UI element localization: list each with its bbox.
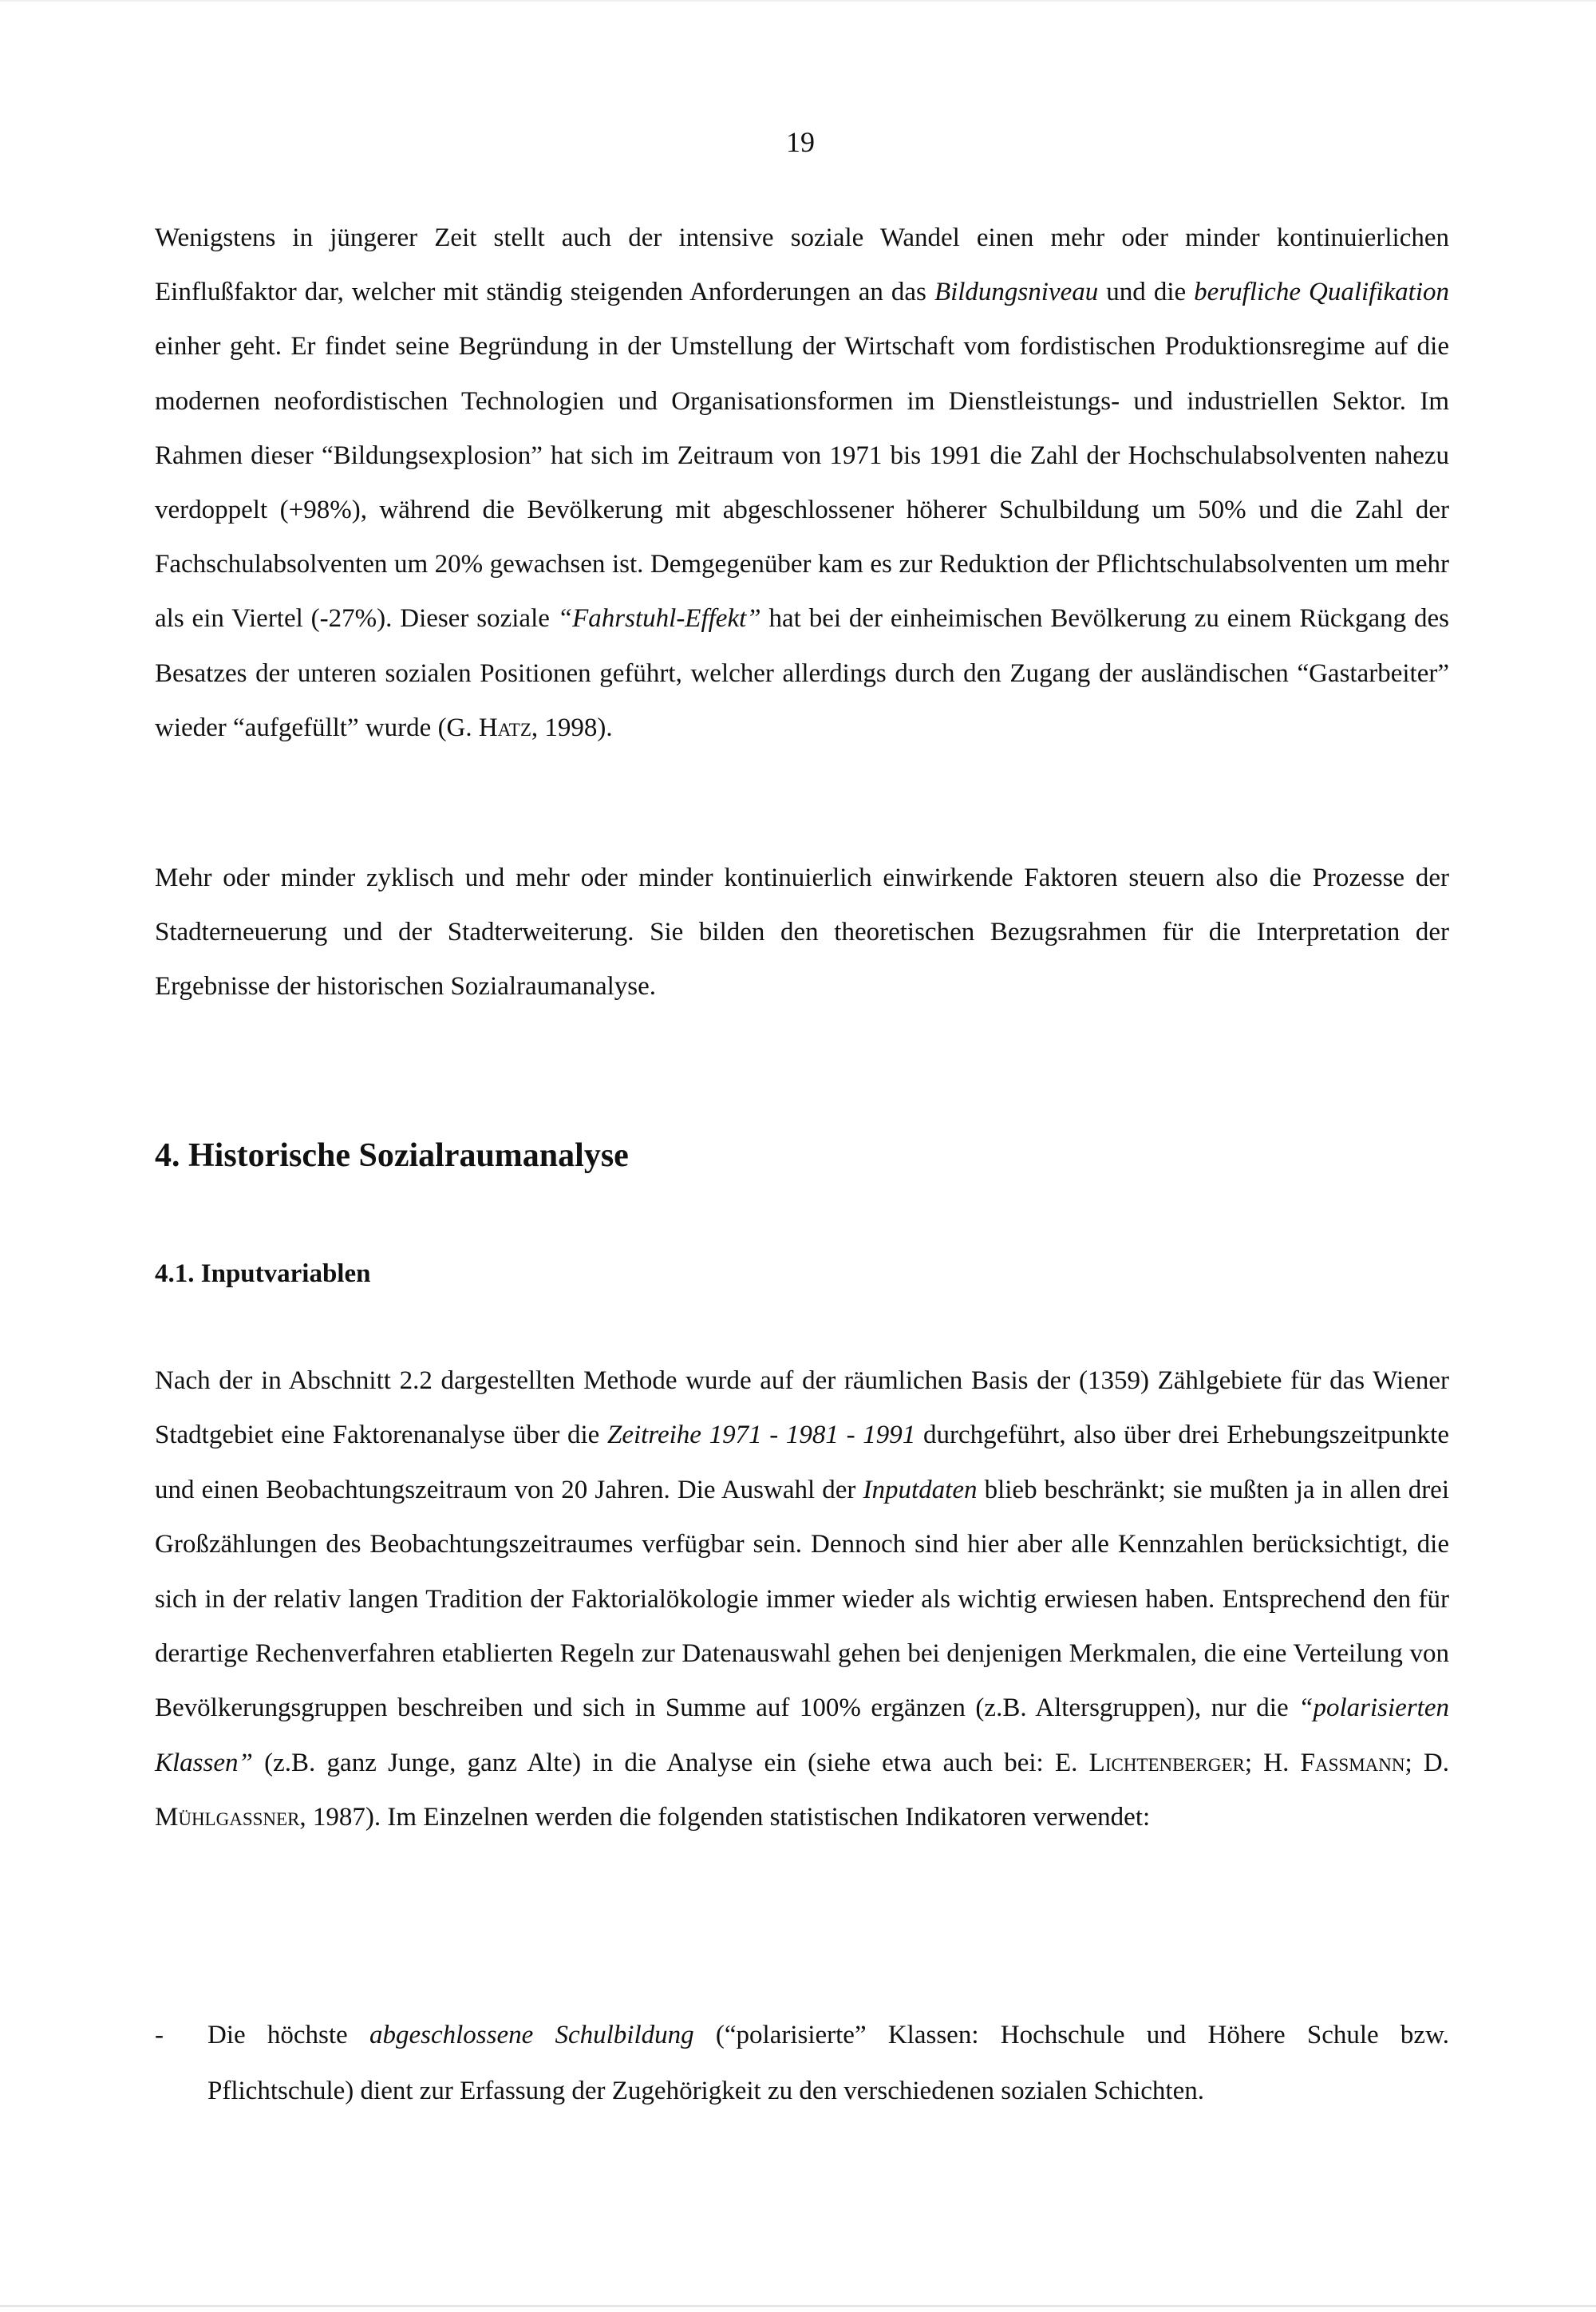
scan-edge-bottom xyxy=(0,2305,1596,2307)
page-number: 19 xyxy=(786,126,815,158)
paragraph-factors-summary: Mehr oder minder zyklisch und mehr oder minder kontinuierlich einwirkende Faktoren steuern also die Prozesse der Stadterneuerung und der Stadterweiterung. Sie bilden den theoretischen Bezugsrahmen für die Interpretation der Ergebnisse der historischen Sozialraumanalyse. xyxy=(155,864,1449,1001)
list-bullet: - xyxy=(155,2021,164,2049)
paragraph-social-change: Wenigstens in jüngerer Zeit stellt auch der intensive soziale Wandel einen mehr oder minder kontinuierlichen Einflußfaktor dar, welcher mit ständig steigenden Anforderungen an das Bildungsniveau und die berufliche Qualifikation einher geht. Er findet seine Begründung in der Umstellung der Wirtschaft vom fordistischen Produktionsregime auf die modernen neofordistischen Technologien und Organisationsformen im Dienstleistungs- und industriellen Sektor. Im Rahmen dieser “Bildungsexplosion” hat sich im Zeitraum von 1971 bis 1991 die Zahl der Hochschulabsolventen nahezu verdoppelt (+98%), während die Bevölkerung mit abgeschlossener höherer Schulbildung um 50% und die Zahl der Fachschulabsolventen um 20% gewachsen ist. Demgegenüber kam es zur Reduktion der Pflichtschulabsolventen um mehr als ein Viertel (-27%). Dieser soziale “Fahrstuhl-Effekt” hat bei der einheimischen Bevölkerung zu einem Rückgang des Besatzes der unteren sozialen Positionen geführt, welcher allerdings durch den Zugang der ausländischen “Gastarbeiter” wieder “aufgefüllt” wurde (G. Hatz, 1998). xyxy=(155,223,1449,742)
scan-edge-top xyxy=(0,0,1596,2)
list-item-text: Die höchste abgeschlossene Schulbildung (“polarisierte” Klassen: Hochschule und Höhere Schule bzw. Pflichtschule) dient zur Erfassung der Zugehörigkeit zu den verschiedenen sozialen Schichten. xyxy=(207,2021,1450,2105)
section-heading: 4. Historische Sozialraumanalyse xyxy=(155,1137,629,1174)
subsection-heading: 4.1. Inputvariablen xyxy=(155,1259,371,1288)
paragraph-input-variables: Nach der in Abschnitt 2.2 dargestellten Methode wurde auf der räumlichen Basis der (1359) Zählgebiete für das Wiener Stadtgebiet eine Faktorenanalyse über die Zeitreihe 1971 - 1981 - 1991 durchgeführt, also über drei Erhebungszeitpunkte und einen Beobachtungszeitraum von 20 Jahren. Die Auswahl der Inputdaten blieb beschränkt; sie mußten ja in allen drei Großzählungen des Beobachtungszeitraumes verfügbar sein. Dennoch sind hier aber alle Kennzahlen berücksichtigt, die sich in der relativ langen Tradition der Faktorialökologie immer wieder als wichtig erwiesen haben. Entsprechend den für derartige Rechenverfahren etablierten Regeln zur Datenauswahl gehen bei denjenigen Merkmalen, die eine Verteilung von Bevölkerungsgruppen beschreiben und sich in Summe auf 100% ergänzen (z.B. Altersgruppen), nur die “polarisierten Klassen” (z.B. ganz Junge, ganz Alte) in die Analyse ein (siehe etwa auch bei: E. Lichtenberger; H. Fassmann; D. Mühlgassner, 1987). Im Einzelnen werden die folgenden statistischen Indikatoren verwendet: xyxy=(155,1366,1449,1832)
